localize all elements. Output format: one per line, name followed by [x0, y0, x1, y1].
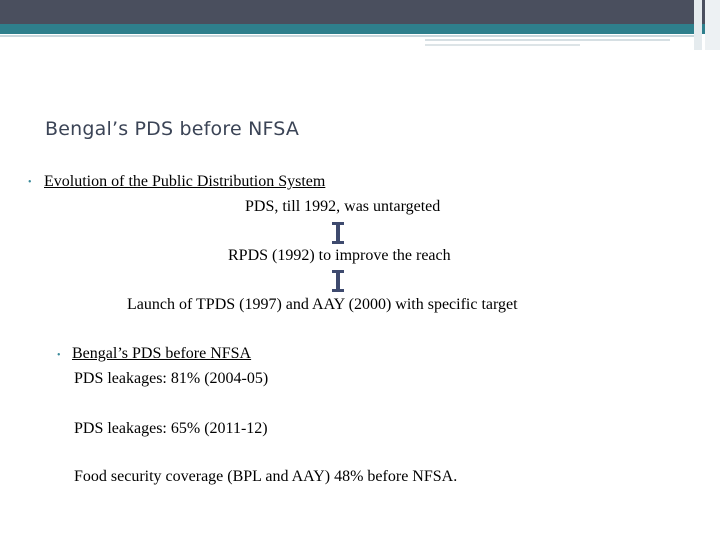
section1-heading: Evolution of the Public Distribution System — [44, 173, 326, 190]
banner-accent — [694, 0, 702, 50]
banner-line — [0, 35, 700, 37]
banner-line — [425, 39, 670, 41]
section1-line3: Launch of TPDS (1997) and AAY (2000) with specific target — [127, 296, 518, 313]
section2-heading: Bengal’s PDS before NFSA — [72, 345, 252, 362]
section2-line3: Food security coverage (BPL and AAY) 48% before NFSA. — [74, 468, 458, 485]
banner-dark-band — [0, 0, 720, 24]
bullet-icon: • — [57, 350, 61, 361]
bullet-icon: • — [28, 177, 32, 188]
section1-line2: RPDS (1992) to improve the reach — [228, 247, 451, 264]
section1-line1: PDS, till 1992, was untargeted — [245, 198, 441, 215]
slide-title: Bengal’s PDS before NFSA — [45, 118, 300, 140]
section2-line2: PDS leakages: 65% (2011-12) — [74, 420, 268, 437]
section2-line1: PDS leakages: 81% (2004-05) — [74, 370, 269, 387]
down-arrow-icon — [336, 222, 340, 244]
banner-accent — [705, 0, 720, 50]
down-arrow-icon — [336, 270, 340, 292]
banner-line — [425, 44, 580, 46]
banner-teal-band — [0, 24, 720, 34]
